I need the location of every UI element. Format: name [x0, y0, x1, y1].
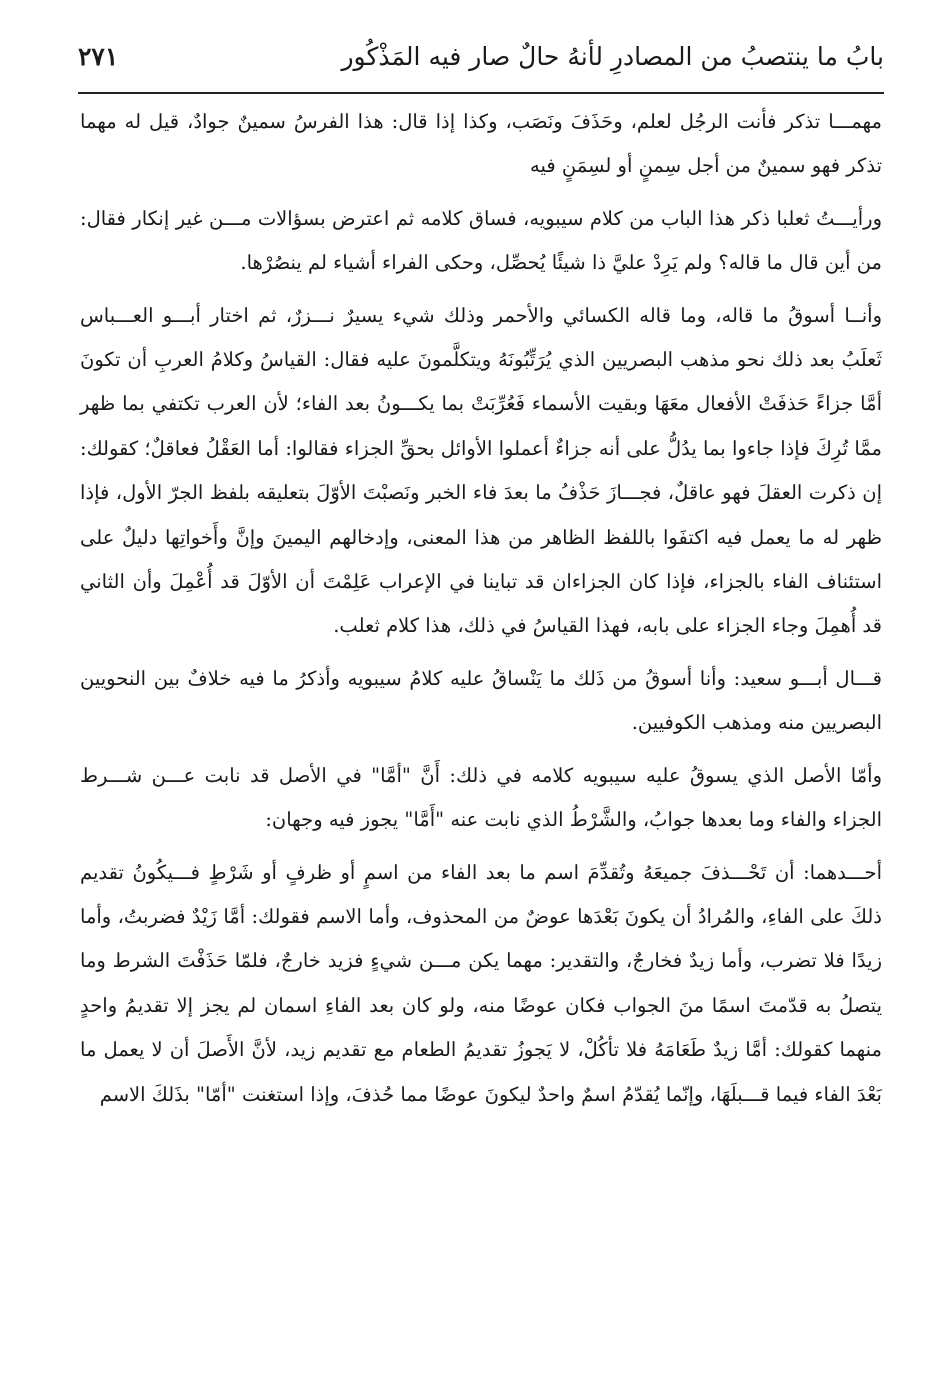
- paragraph-3: وأنــا أسوقُ ما قاله، وما قاله الكسائي والأحمر وذلك شيء يسيرٌ نـــزرٌ، ثم اختار أبـــو العـــباس ثَعلَبُ بعد ذلك نحو مذهب البصريين الذي يُرَتِّبُونَهُ ويتكلَّمونَ عليه فقال: القياسُ وكلامُ العربِ أن تكونَ أمَّا جزاءً حَذفَتْ الأفعال معَهَا وبقيت الأسماء فَعُرِّبَتْ بما يكـــونُ بعد الفاء؛ لأن العرب تكتفي بما ظهر ممَّا تُرِكَ فإذا جاءوا بما يدُلُّ على أنه جزاءٌ أعملوا الأوائل بحقِّ الجزاء فقالوا: أما العَقْلُ فعاقلٌ؛ كقولك: إن ذكرت العقلَ فهو عاقلٌ، فجـــازَ حَذْفُ ما بعدَ فاء الخبر ونَصبْتَ الأوّلَ بتعليقه بلفظ الجرّ الأول، فإذا ظهر له ما يعمل فيه اكتفَوا باللفظ الظاهر من هذا المعنى، وإدخالهم اليمينَ وإنَّ وأَخواتِها دليلٌ على استئناف الفاء بالجزاء، فإذا كان الجزاءان قد تباينا في الإعراب عَلِمْتَ أن الأوّلَ قد أُعْمِلَ وأن الثاني قد أُهمِلَ وجاء الجزاء على بابه، فهذا القياسُ في ذلك، هذا كلام ثعلب.: [80, 303, 882, 638]
- paragraph-4: قـــال أبـــو سعيد: وأنا أسوقُ من ذَلك ما يَنْساقُ عليه كلامُ سيبويه وأذكرُ ما فيه خلافٌ بين النحويين البصريين منه ومذهب الكوفيين.: [80, 666, 882, 735]
- paragraph-2: ورأيـــتُ ثعلبا ذكر هذا الباب من كلام سيبويه، فساق كلامه ثم اعترض بسؤالات مـــن غير إنكار فقال: من أين قال ما قاله؟ ولم يَرِدْ عليَّ ذا شيئًا يُحصِّل، وحكى الفراء أشياء لم ينصُرْها.: [80, 206, 882, 275]
- running-title: بابُ ما ينتصبُ من المصادرِ لأنهُ حالٌ صار فيه المَذْكُور: [341, 42, 884, 71]
- paragraph-5: وأمّا الأصل الذي يسوقُ عليه سيبويه كلامه في ذلك: أَنَّ "أمَّا" في الأصل قد نابت عـــن شـــرط الجزاء والفاء وما بعدها جوابُ، والشَّرْطُ الذي نابت عنه "أَمَّا" يجوز فيه وجهان:: [80, 763, 882, 832]
- paragraph-6: أحـــدهما: أن تَحْـــذفَ جميعَهُ وتُقدِّمَ اسم ما بعد الفاء من اسمٍ أو ظرفٍ أو شَرْطٍ فـــيكُونُ تقديم ذلكَ على الفاءِ، والمُرادُ أن يكونَ بَعْدَها عوضٌ من المحذوف، وأما الاسم فقولك: أمَّا زَيْدٌ فضربتُ، وأما زيدًا فلا تضرب، وأما زيدٌ فخارجٌ، والتقدير: مهما يكن مـــن شيءٍ فزيد خارجٌ، فلمّا حَذَفْتَ الشرط وما يتصلُ به قدّمتَ اسمًا منَ الجواب فكان عوضًا منه، ولو كان بعد الفاءِ اسمان لم يجز إلا تقديمُ واحدٍ منهما كقولك: أمَّا زيدٌ طَعَامَهُ فلا تأكُلْ، لا يَجوزُ تقديمُ الطعام مع تقديم زيد، لأنَّ الأَصلَ أن لا يعمل ما بَعْدَ الفاء فيما قـــبلَهَا، وإنّما يُقدّمُ اسمٌ واحدٌ ليكونَ عوضًا مما حُذفَ، وإذا استغنت "أمّا" بذَلكَ الاسم: [80, 860, 882, 1106]
- page-number: ٢٧١: [78, 42, 119, 71]
- body-text: [80, 100, 882, 1125]
- header-divider: [78, 92, 884, 94]
- paragraph-1: مهمـــا تذكر فأنت الرجُل لعلم، وحَذَفَ ونَصَب، وكذا إذا قال: هذا الفرسُ سمينٌ جوادٌ، قيل له مهما تذكر فهو سمينٌ من أجل سِمنٍ أو لسِمَنٍ فيه: [80, 110, 882, 178]
- page-header: [78, 38, 884, 90]
